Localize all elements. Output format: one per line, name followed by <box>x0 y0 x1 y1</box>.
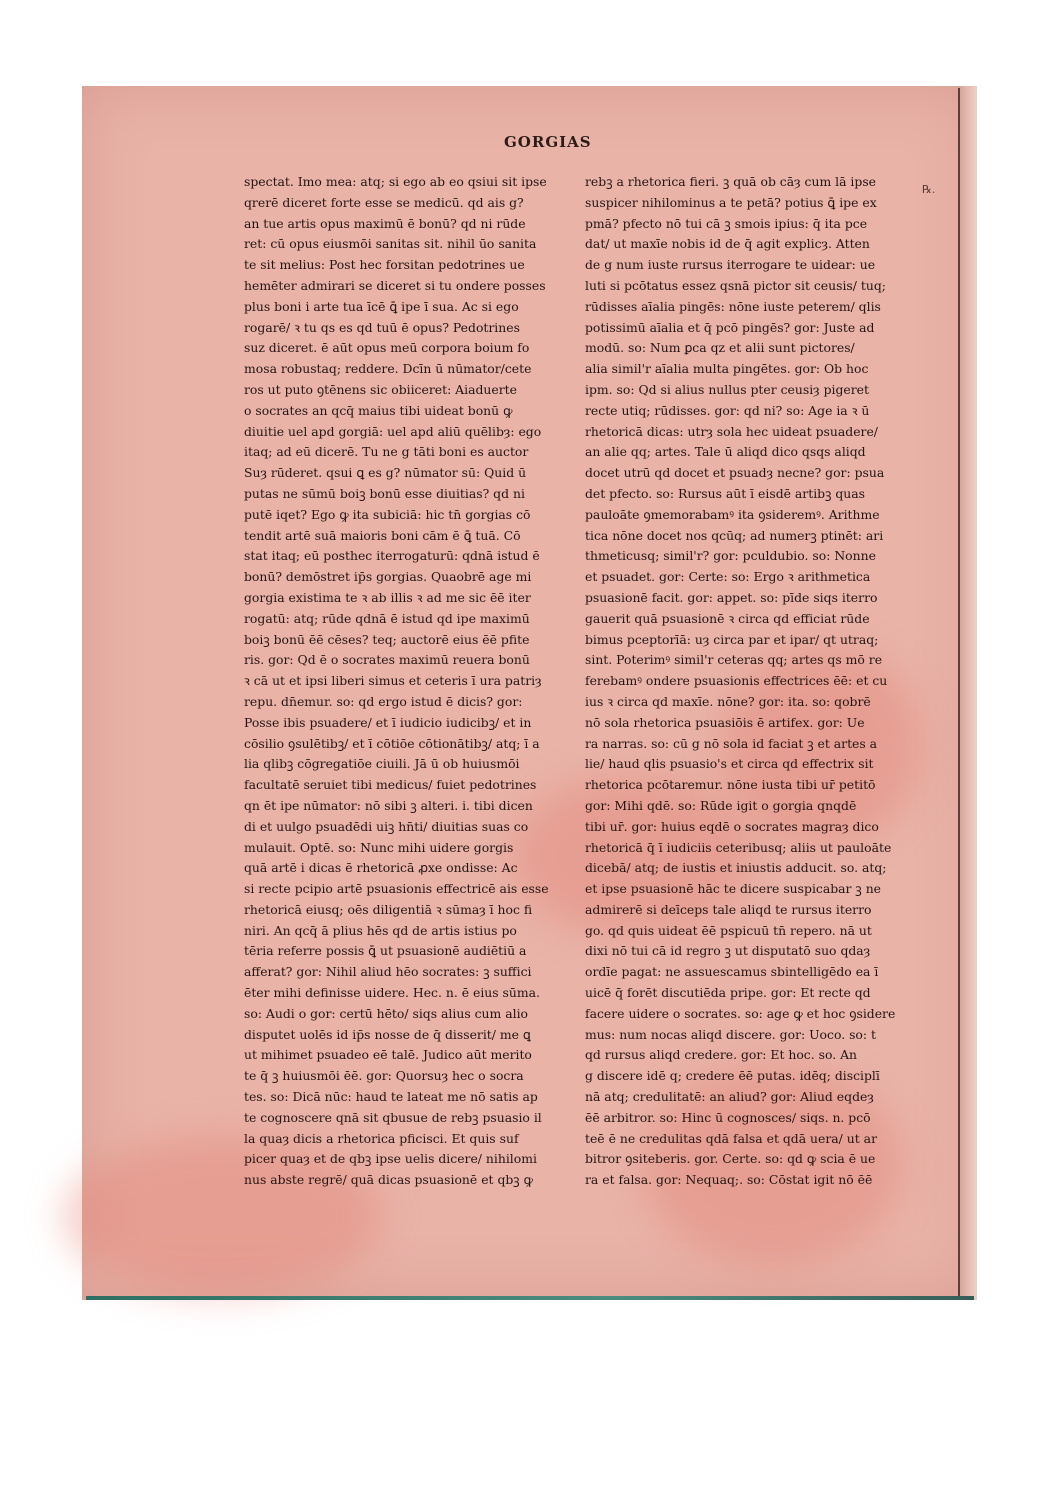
text-line: rhetoricā eiusq; oēs diligentiā ꝛ sūmaȝ ī hoc fi <box>244 901 533 917</box>
text-line: det pfecto. so: Rursus aūt ī eisdē artibꝫ quas <box>585 485 866 501</box>
text-line: lia qlibꝫ cōgregatiōe ciuili. Jā ū ob huiusmōi <box>244 756 520 772</box>
text-line: docet utrū qd docet et psuadȝ necne? gor: psua <box>585 465 885 481</box>
text-line: rhetorica pcōtaremur. nōne iusta tibi ur̄ petitō <box>585 777 876 793</box>
text-line: disputet uolēs id ip̄s nosse de q̄ disserit/ me ꝗ <box>244 1026 531 1042</box>
text-line: uicē q̄ forēt discutiēda pripe. gor: Et recte qd <box>585 985 871 1001</box>
text-line: ris. gor: Qd ē o socrates maximū reuera bonū <box>244 652 530 668</box>
text-line: rebꝫ a rhetorica fieri. ꝫ quā ob cāȝ cum lā ipse <box>585 174 877 189</box>
text-line: dicebā/ atq; de iustis et iniustis adducit. so. atq; <box>585 860 887 876</box>
text-line: repu. dn̄emur. so: qd ergo istud ē dicis? gor: <box>244 693 523 709</box>
text-line: picer quaȝ et de qbꝫ ipse uelis dicere/ nihilomi <box>244 1151 537 1167</box>
gutter-line <box>958 88 960 1298</box>
text-line: qd rursus aliqd credere. gor: Et hoc. so. An <box>585 1047 858 1063</box>
text-line: de g num iuste rursus iterrogare te uidear: ue <box>585 257 876 273</box>
text-line: quā artē i dicas ē rhetoricā ꝓxe ondisse: Ac <box>244 860 518 876</box>
text-line: et ipse psuasionē hāc te dicere suspicabar ꝫ ne <box>585 881 882 897</box>
text-line: teē ē ne credulitas qdā falsa et qdā uera/ ut ar <box>585 1130 877 1146</box>
text-line: dixi nō tui cā id regro ꝫ ut disputatō suo qdaȝ <box>585 943 871 959</box>
text-line: stat itaq; eū posthec iterrogaturū: qdnā istud ē <box>244 548 540 564</box>
text-line: ra et falsa. gor: Nequaq;. so: Cōstat igit nō ēē <box>585 1172 873 1188</box>
text-line: ius ꝛ circa qd maxīe. nōne? gor: ita. so: qobrē <box>585 693 871 709</box>
text-line: an tue artis opus maximū ē bonū? qd ni rūde <box>244 215 526 231</box>
text-line: rogarē/ ꝛ tu qs es qd tuū ē opus? Pedotrines <box>244 319 520 335</box>
text-line: an alie qq; artes. Tale ū aliqd dico qsqs aliqd <box>585 444 866 460</box>
text-line: bonū? demōstret ip̄s gorgias. Quaobrē age mi <box>244 569 532 585</box>
text-line: tendit artē suā maioris boni cām ē ꝗ̄ tuā. Cō <box>244 527 521 543</box>
text-line: si recte pcipio artē psuasionis effectricē ais esse <box>244 881 549 897</box>
text-line: ra narras. so: cū g nō sola id faciat ꝫ et artes a <box>585 735 878 751</box>
text-line: te sit melius: Post hec forsitan pedotrines ue <box>244 257 525 273</box>
text-line: mosa robustaq; reddere. Dcīn ū nūmator/cete <box>244 361 532 377</box>
text-line: qn ēt ipe nūmator: nō sibi ꝫ alteri. i. tibi dicen <box>244 797 533 813</box>
text-line: gauerit quā psuasionē ꝛ circa qd efficiat rūde <box>585 610 870 626</box>
text-line: rūdisses aīalia pingēs: nōne iuste peterem/ qlis <box>585 298 881 314</box>
text-line: tes. so: Dicā nūc: haud te lateat me nō satis ap <box>244 1089 538 1105</box>
text-line: facere uidere o socrates. so: age ꝙ et hoc ꝯsidere <box>585 1005 896 1021</box>
text-line: niri. An qcq̄ ā plius hēs qd de artis istius po <box>244 922 517 938</box>
running-head: GORGIAS <box>504 133 592 151</box>
text-column-left <box>244 172 564 1191</box>
text-line: rogatū: atq; rūde qdnā ē istud qd ipe maximū <box>244 610 530 626</box>
text-line: ret: cū opus eiusmōi sanitas sit. nihil ūo sanita <box>244 236 537 252</box>
text-line: dat/ ut maxīe nobis id de q̄ agit explicȝ. Atten <box>585 236 870 252</box>
text-line: nā atq; credulitatē: an aliud? gor: Aliud eqdeȝ <box>585 1089 874 1105</box>
text-line: pmā? pfecto nō tui cā ꝫ smois ipius: q̄ ita pce <box>585 215 868 231</box>
text-line: la quaȝ dicis a rhetorica pficisci. Et quis suf <box>244 1130 519 1146</box>
text-line: bitror ꝯsiteberis. gor. Certe. so: qd ꝙ scia ē ue <box>585 1151 876 1167</box>
text-line: Posse ibis psuadere/ et ī iudicio iudicibꝫ/ et in <box>244 714 532 730</box>
adjacent-page-edge <box>958 86 977 1300</box>
text-line: go. qd quis uideat ēē pspicuū tn̄ repero. nā ut <box>585 922 872 938</box>
binding-edge <box>86 1296 974 1300</box>
text-line: ēē arbitror. so: Hinc ū cognosces/ siqs. n. pcō <box>585 1109 871 1125</box>
text-line: ordīe pagat: ne assuescamus sbintelligēdo ea ī <box>585 964 879 980</box>
text-line: alia simil'r aīalia multa pingētes. gor: Ob hoc <box>585 361 869 377</box>
text-line: pauloāte ꝯmemorabamꝰ ita ꝯsideremꝰ. Arithme <box>585 506 880 522</box>
text-line: diuitie uel apd gorgiā: uel apd aliū quēlibȝ: ego <box>244 423 542 439</box>
text-line: facultatē seruiet tibi medicus/ fuiet pedotrines <box>244 777 537 793</box>
text-line: boiꝫ bonū ēē cēses? teq; auctorē eius ēē pfite <box>244 631 530 647</box>
text-line: mus: num nocas aliqd discere. gor: Uoco. so: t <box>585 1026 876 1042</box>
text-line: te q̄ ꝫ huiusmōi ēē. gor: Quorsuȝ hec o socra <box>244 1068 524 1084</box>
text-line: gor: Mihi qdē. so: Rūde igit o gorgia qnqdē <box>585 797 857 813</box>
text-line: Suȝ rūderet. qsui ꝗ es g? nūmator sū: Quid ū <box>244 465 527 481</box>
text-line: sint. Poterimꝰ simil'r ceteras qq; artes qs mō re <box>585 652 883 668</box>
text-line: cōsilio ꝯsulētibꝫ/ et ī cōtiōe cōtionātibꝫ/ atq; ī a <box>244 735 540 751</box>
text-line: potissimū aīalia et q̄ pcō pingēs? gor: Juste ad <box>585 319 875 335</box>
text-line: psuasionē facit. gor: appet. so: pīde siqs iterro <box>585 589 878 605</box>
text-line: putas ne sūmū boiꝫ bonū esse diuitias? qd ni <box>244 485 525 501</box>
text-line: ēter mihi definisse uidere. Hec. n. ē eius sūma. <box>244 985 540 1001</box>
text-line: rhetoricā q̄ ī iudiciis ceteribusq; aliis ut pauloāte <box>585 839 892 855</box>
text-line: nus abste regrē/ quā dicas psuasionē et qbꝫ ꝙ <box>244 1172 533 1188</box>
text-line: tibi ur̄. gor: huius eqdē o socrates magraȝ dico <box>585 818 879 834</box>
text-line: tica nōne docet nos qcūq; ad numerꝫ ptinēt: ari <box>585 527 884 543</box>
text-line: nō sola rhetorica psuasiōis ē artifex. gor: Ue <box>585 714 865 730</box>
text-line: di et uulgo psuadēdi uiꝫ hn̄ti/ diuitias suas co <box>244 818 529 834</box>
text-line: itaq; ad eū dicerē. Tu ne g tāti boni es auctor <box>244 444 529 460</box>
text-line: bimus pceptorīā: uȝ circa par et ipar/ qt utraq; <box>585 631 879 647</box>
text-line: ipm. so: Qd si alius nullus pter ceusiȝ pigeret <box>585 381 869 397</box>
text-line: ꝛ cā ut et ipsi liberi simus et ceteris ī ura patriȝ <box>244 673 542 689</box>
text-line: g discere idē q; credere ēē putas. idēq; disciplī <box>585 1068 880 1084</box>
text-line: et psuadet. gor: Certe: so: Ergo ꝛ arithmetica <box>585 569 871 585</box>
text-line: luti si pcōtatus essez qsnā pictor sit ceusis/ tuq; <box>585 277 886 293</box>
text-line: putē iqet? Ego ꝙ ita subiciā: hic tn̄ gorgias cō <box>244 506 531 522</box>
text-line: recte utiq; rūdisses. gor: qd ni? so: Age ia ꝛ ū <box>585 402 870 418</box>
text-line: gorgia existima te ꝛ ab illis ꝛ ad me sic ēē iter <box>244 589 531 605</box>
text-line: plus boni i arte tua īcē ꝗ̄ ipe ī sua. Ac si ego <box>244 298 519 314</box>
text-line: so: Audi o gor: certū hēto/ siqs alius cum alio <box>244 1005 528 1021</box>
text-line: modū. so: Num ꝑca qz et alii sunt pictores/ <box>585 340 855 356</box>
text-line: admirerē si deīceps tale aliqd te rursus iterro <box>585 901 872 917</box>
text-line: ferebamꝰ ondere psuasionis effectrices ēē: et cu <box>585 673 888 689</box>
text-line: afferat? gor: Nihil aliud hēo socrates: ꝫ suffici <box>244 964 532 980</box>
text-line: lie/ haud qlis psuasio's et circa qd effectrix sit <box>585 756 874 772</box>
text-line: rhetoricā dicas: utrȝ sola hec uideat psuadere/ <box>585 423 878 439</box>
text-line: tēria referre possis ꝗ̄ ut psuasionē audiētiū a <box>244 943 527 959</box>
text-line: mulauit. Optē. so: Nunc mihi uidere gorgis <box>244 839 514 855</box>
text-line: spectat. Imo mea: atq; si ego ab eo qsiui sit ipse <box>244 174 547 189</box>
text-line: suspicer nihilominus a te petā? potius ꝗ̄ ipe ex <box>585 194 877 210</box>
text-line: thmeticusq; simil'r? gor: pculdubio. so: Nonne <box>585 548 876 564</box>
text-line: ros ut puto ꝯtēnens sic obiiceret: Aiaduerte <box>244 381 517 397</box>
text-line: ut mihimet psuadeo eē talē. Judico aūt merito <box>244 1047 532 1063</box>
text-line: o socrates an qcq̄ maius tibi uideat bonū ꝙ <box>244 402 513 418</box>
marginal-mark: ℞. <box>922 183 936 196</box>
text-column-right <box>585 172 905 1191</box>
text-line: te cognoscere qnā sit qbusue de rebꝫ psuasio il <box>244 1109 542 1125</box>
text-line: qrerē diceret forte esse se medicū. qd ais g? <box>244 194 524 210</box>
text-line: suz diceret. ē aūt opus meū corpora boium fo <box>244 340 530 356</box>
text-line: hemēter admirari se diceret si tu ondere posses <box>244 277 546 293</box>
